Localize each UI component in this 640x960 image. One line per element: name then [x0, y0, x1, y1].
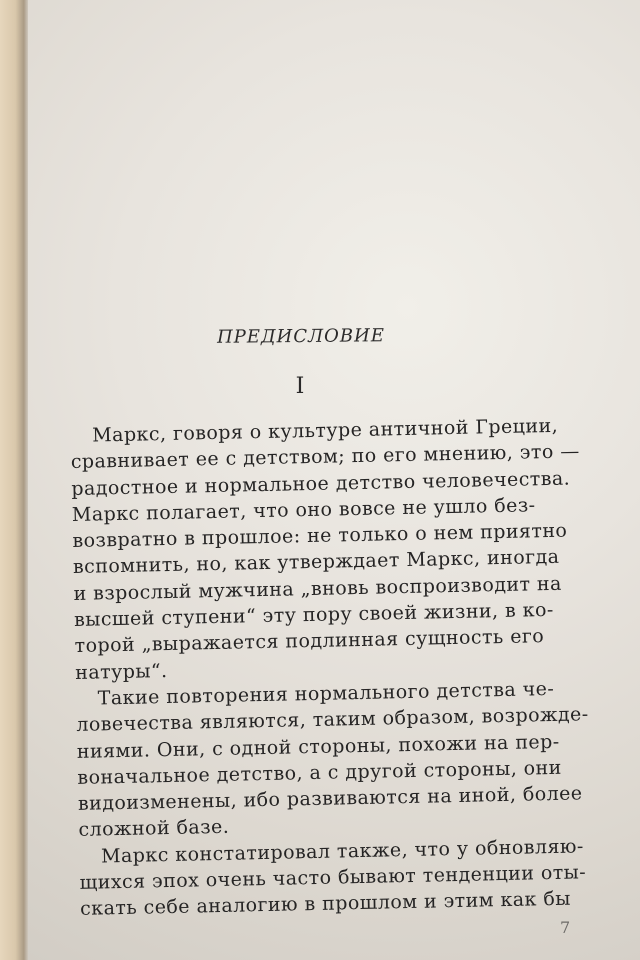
- text-line: видоизменены, ибо развиваются на иной, более: [77, 782, 583, 816]
- body-text: [70, 412, 590, 921]
- text-line: Маркс полагает, что оно вовсе не ушло без-: [71, 494, 536, 526]
- page-heading: ПРЕДИСЛОВИЕ: [216, 325, 386, 348]
- text-line: сложной базе.: [78, 816, 230, 842]
- text-line: сравнивает ее с детством; по его мнению, это —: [70, 440, 580, 474]
- text-line: скать себе аналогию в прошлом и этим как бы: [79, 887, 572, 921]
- text-line: ниями. Они, с одной стороны, похожи на пер-: [76, 730, 560, 763]
- text-line: Маркс констатировал также, что у обновляю-: [100, 835, 584, 868]
- section-number: I: [295, 374, 305, 399]
- text-line: щихся эпох очень часто бывают тенденции оты-: [79, 861, 587, 894]
- text-line: высшей ступени“ эту пору своей жизни, в ко-: [73, 598, 554, 632]
- text-line: ловечества являются, таким образом, возрожде-: [76, 703, 589, 737]
- text-line: торой „выражается подлинная сущность его: [74, 625, 545, 658]
- text-line: Маркс, говоря о культуре античной Греции,: [92, 414, 559, 447]
- book-page: [28, 0, 640, 960]
- text-line: радостное и нормальное детство человечества.: [71, 467, 571, 500]
- page-number: 7: [560, 918, 571, 937]
- book-edge: [0, 0, 28, 960]
- text-line: натуры“.: [74, 659, 168, 684]
- text-line: Такие повторения нормального детства че-: [97, 677, 555, 710]
- text-line: возвратно в прошлое: не только о нем приятно: [72, 519, 568, 553]
- text-line: вспомнить, но, как утверждает Маркс, иногда: [72, 546, 560, 579]
- text-line: воначальное детство, а с другой стороны, они: [77, 756, 563, 789]
- text-line: и взрослый мужчина „вновь воспроизводит на: [73, 572, 563, 605]
